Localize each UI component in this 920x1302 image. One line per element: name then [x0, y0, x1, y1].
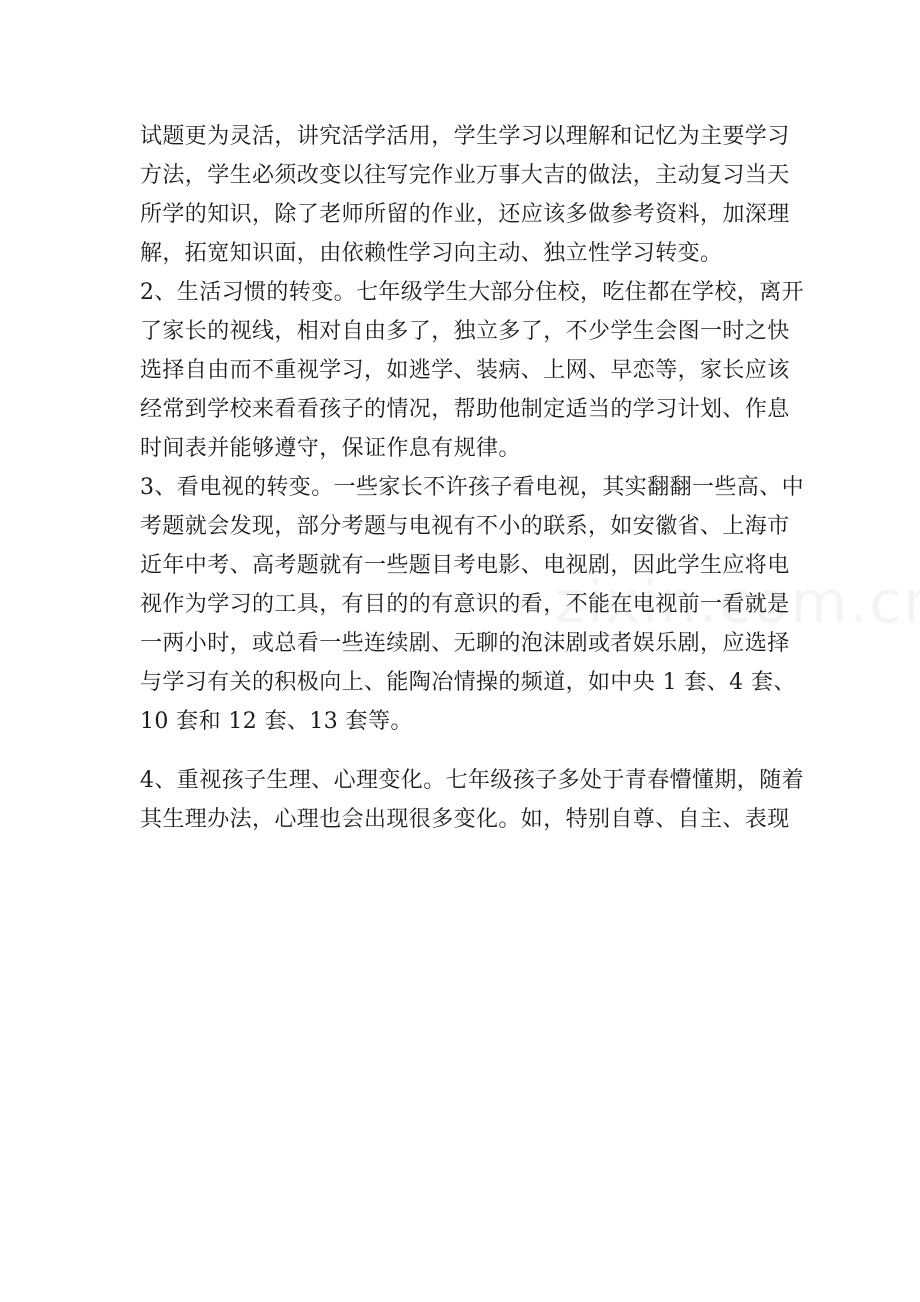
text-line: 3、看电视的转变。一些家长不许孩子看电视，其实翻翻一些高、中 [140, 475, 804, 500]
text-line: 了家长的视线，相对自由多了，独立多了，不少学生会图一时之快 [140, 319, 790, 344]
text-line: 与学习有关的积极向上、能陶冶情操的频道，如中央 1 套、4 套、 [140, 670, 796, 695]
text-line: 考题就会发现，部分考题与电视有不小的联系，如安徽省、上海市 [140, 514, 790, 539]
paragraph-3 [140, 468, 804, 741]
paragraph-1 [140, 117, 790, 273]
paragraph-4 [140, 761, 804, 839]
text-line: 所学的知识，除了老师所留的作业，还应该多做参考资料，加深理 [140, 202, 790, 227]
text-line: 经常到学校来看看孩子的情况，帮助他制定适当的学习计划、作息 [140, 397, 790, 422]
text-line: 解，拓宽知识面，由依赖性学习向主动、独立性学习转变。 [140, 241, 723, 266]
text-line: 一两小时，或总看一些连续剧、无聊的泡沫剧或者娱乐剧，应选择 [140, 631, 790, 656]
text-line: 试题更为灵活，讲究活学活用，学生学习以理解和记忆为主要学习 [140, 124, 790, 149]
text-line: 其生理办法，心理也会出现很多变化。如，特别自尊、自主、表现 [140, 807, 790, 832]
paragraph-spacer [140, 741, 780, 761]
text-line: 近年中考、高考题就有一些题目考电影、电视剧，因此学生应将电 [140, 553, 790, 578]
paragraph-2 [140, 273, 804, 468]
text-line: 视作为学习的工具，有目的的有意识的看，不能在电视前一看就是 [140, 592, 790, 617]
text-line: 10 套和 12 套、13 套等。 [140, 709, 413, 734]
text-line: 时间表并能够遵守，保证作息有规律。 [140, 436, 521, 461]
document-body [140, 117, 804, 839]
text-line: 2、生活习惯的转变。七年级学生大部分住校，吃住都在学校，离开 [140, 280, 804, 305]
text-line: 4、重视孩子生理、心理变化。七年级孩子多处于青春懵懂期，随着 [140, 768, 804, 793]
text-line: 方法，学生必须改变以往写完作业万事大吉的做法，主动复习当天 [140, 163, 790, 188]
text-line: 选择自由而不重视学习，如逃学、装病、上网、早恋等，家长应该 [140, 358, 790, 383]
